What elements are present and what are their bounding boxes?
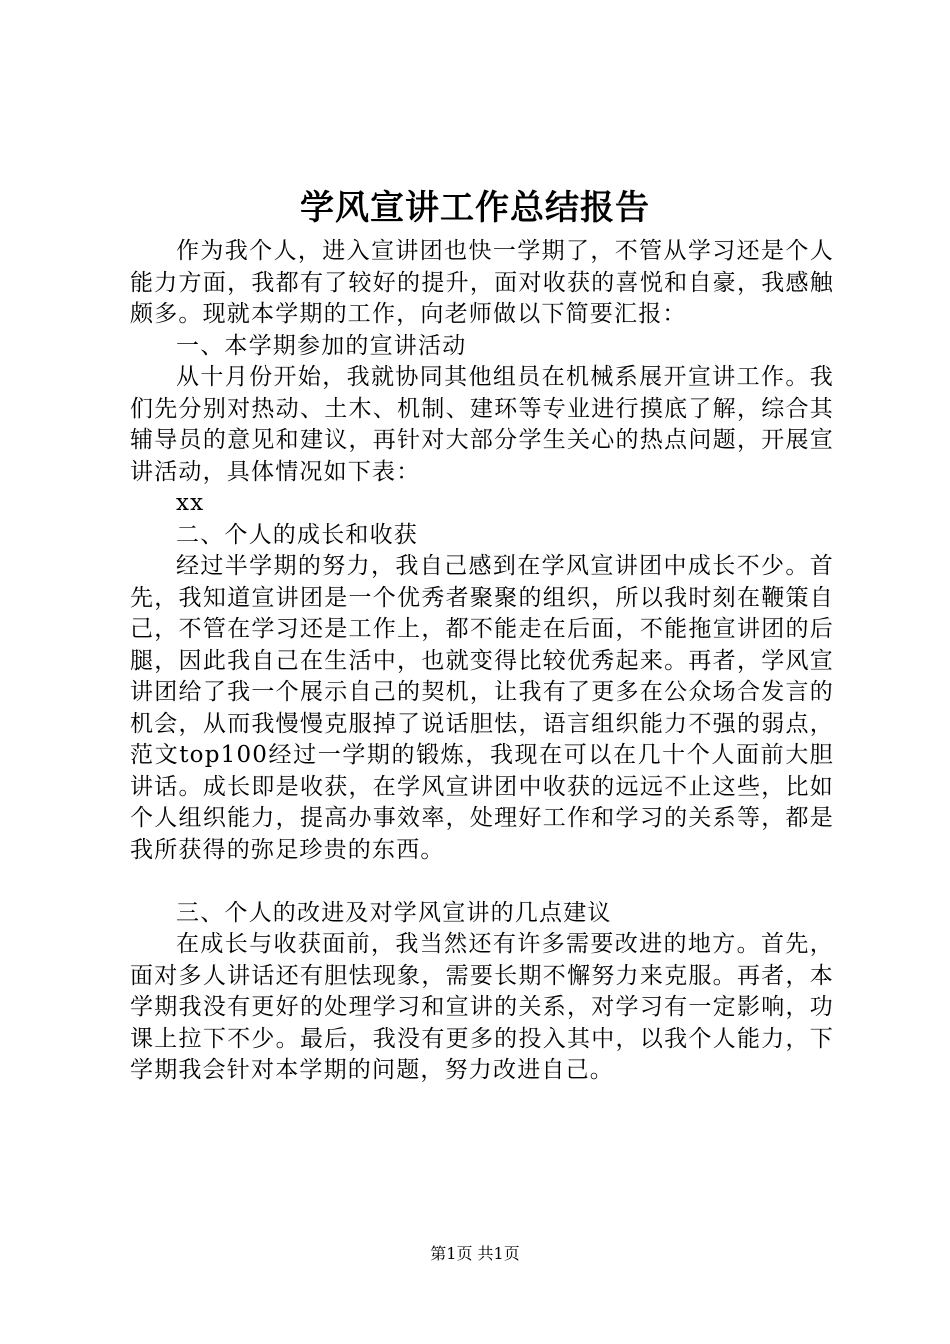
page-number-footer: 第1页 共1页 xyxy=(430,1244,520,1263)
document-title: 学风宣讲工作总结报告 xyxy=(300,188,650,228)
section-heading-activities: 一、本学期参加的宣讲活动 xyxy=(176,332,467,359)
document-body xyxy=(130,236,834,1087)
suggestions-paragraph: 在成长与收获面前，我当然还有许多需要改进的地方。首先，面对多人讲话还有胆怯现象，需要长期不懈努力来克服。再者，本学期我没有更好的处理学习和宣讲的关系，对学习有一定影响，功课上拉下不少。最后，我没有更多的投入其中，以我个人能力，下学期我会针对本学期的问题，努力改进自己。 xyxy=(130,931,834,1083)
activities-paragraph: 从十月份开始，我就协同其他组员在机械系展开宣讲工作。我们先分别对热动、土木、机制、建环等专业进行摸底了解，综合其辅导员的意见和建议，再针对大部分学生关心的热点问题，开展宣讲活动，具体情况如下表： xyxy=(130,364,834,485)
intro-paragraph: 作为我个人，进入宣讲团也快一学期了，不管从学习还是个人能力方面，我都有了较好的提升，面对收获的喜悦和自豪，我感触颇多。现就本学期的工作，向老师做以下简要汇报： xyxy=(130,238,834,327)
growth-paragraph: 经过半学期的努力，我自己感到在学风宣讲团中成长不少。首先，我知道宣讲团是一个优秀者聚聚的组织，所以我时刻在鞭策自己，不管在学习还是工作上，都不能走在后面，不能拖宣讲团的后腿，因此我自己在生活中，也就变得比较优秀起来。再者，学风宣讲团给了我一个展示自己的契机，让我有了更多在公众场合发言的机会，从而我慢慢克服掉了说话胆怯，语言组织能力不强的弱点，范文top100经过一学期的锻炼，我现在可以在几十个人面前大胆讲话。成长即是收获，在学风宣讲团中收获的远远不止这些，比如个人组织能力，提高办事效率，处理好工作和学习的关系等，都是我所获得的弥足珍贵的东西。 xyxy=(130,553,834,863)
section-heading-growth: 二、个人的成长和收获 xyxy=(176,521,418,548)
section-heading-suggestions: 三、个人的改进及对学风宣讲的几点建议 xyxy=(176,899,612,926)
table-placeholder-text: xx xyxy=(176,490,205,516)
